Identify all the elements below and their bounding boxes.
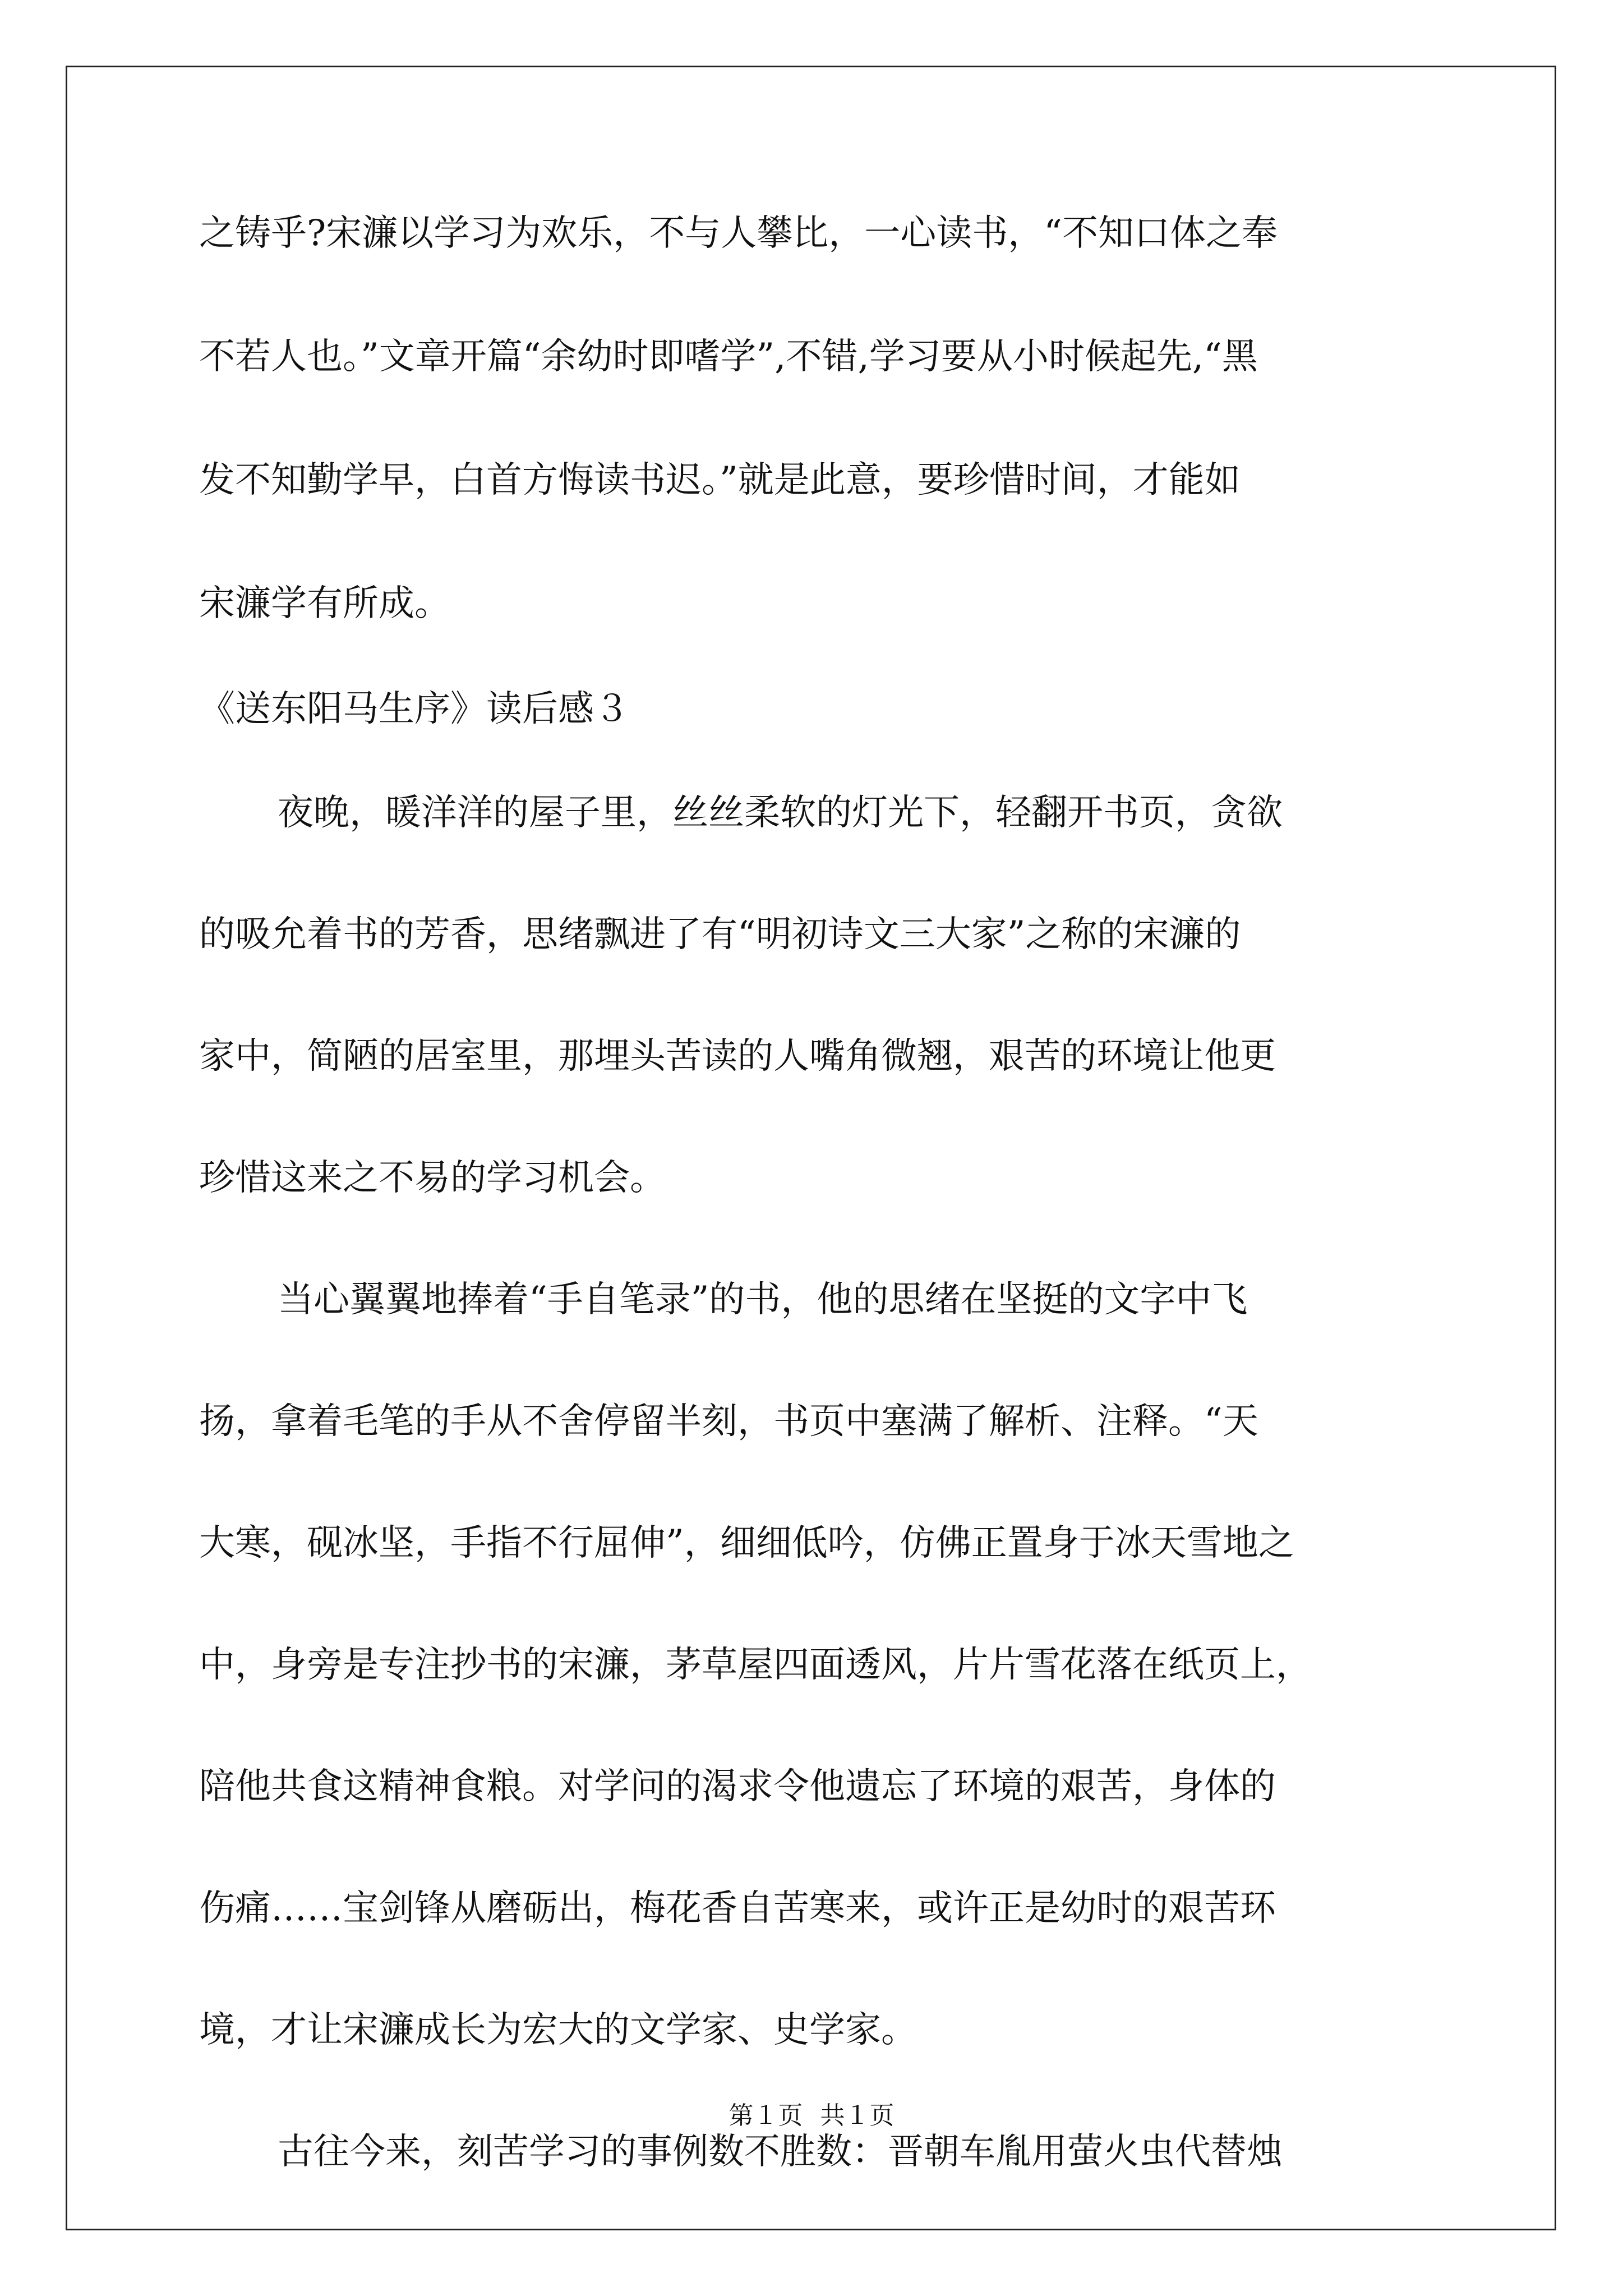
text-line: 境，才让宋濂成长为宏大的文学家、史学家。 [199,2009,917,2051]
text-line: 伤痛……宝剑锋从磨砺出，梅花香自苦寒来，或许正是幼时的艰苦环 [199,1888,1276,1929]
text-line: 陪他共食这精神食粮。对学问的渴求令他遗忘了环境的艰苦，身体的 [199,1766,1276,1807]
page-number: 第１页 [728,2102,803,2129]
text-line: 不若人也。”文章开篇“余幼时即嗜学”,不错,学习要从小时候起先,“黑 [199,336,1258,378]
text-line: 中，身旁是专注抄书的宋濂，茅草屋四面透风，片片雪花落在纸页上， [199,1644,1312,1686]
text-line: 宋濂学有所成。 [199,583,450,624]
page-total: 共１页 [820,2102,895,2129]
text-line: 当心翼翼地捧着“手自笔录”的书，他的思绪在坚挺的文字中飞 [278,1279,1248,1320]
text-line: 的吸允着书的芳香，思绪飘进了有“明初诗文三大家”之称的宋濂的 [199,914,1241,955]
text-line: 之铸乎?宋濂以学习为欢乐，不与人攀比，一心读书，“不知口体之奉 [199,213,1278,254]
page-footer [0,2102,1623,2130]
text-line: 大寒，砚冰坚，手指不行屈伸”，细细低吟，仿佛正置身于冰天雪地之 [199,1522,1294,1564]
text-line: 扬，拿着毛笔的手从不舍停留半刻，书页中塞满了解析、注释。“天 [199,1401,1258,1442]
text-line: 夜晚，暖洋洋的屋子里，丝丝柔软的灯光下，轻翻开书页，贪欲 [278,792,1283,834]
section-heading: 《送东阳马生序》读后感３ [199,688,630,730]
text-line: 家中，简陋的居室里，那埋头苦读的人嘴角微翘，艰苦的环境让他更 [199,1036,1276,1077]
text-line: 珍惜这来之不易的学习机会。 [199,1157,666,1199]
text-line: 发不知勤学早，白首方悔读书迟。”就是此意，要珍惜时间，才能如 [199,459,1241,501]
text-line: 古往今来，刻苦学习的事例数不胜数：晋朝车胤用萤火虫代替烛 [278,2131,1283,2173]
